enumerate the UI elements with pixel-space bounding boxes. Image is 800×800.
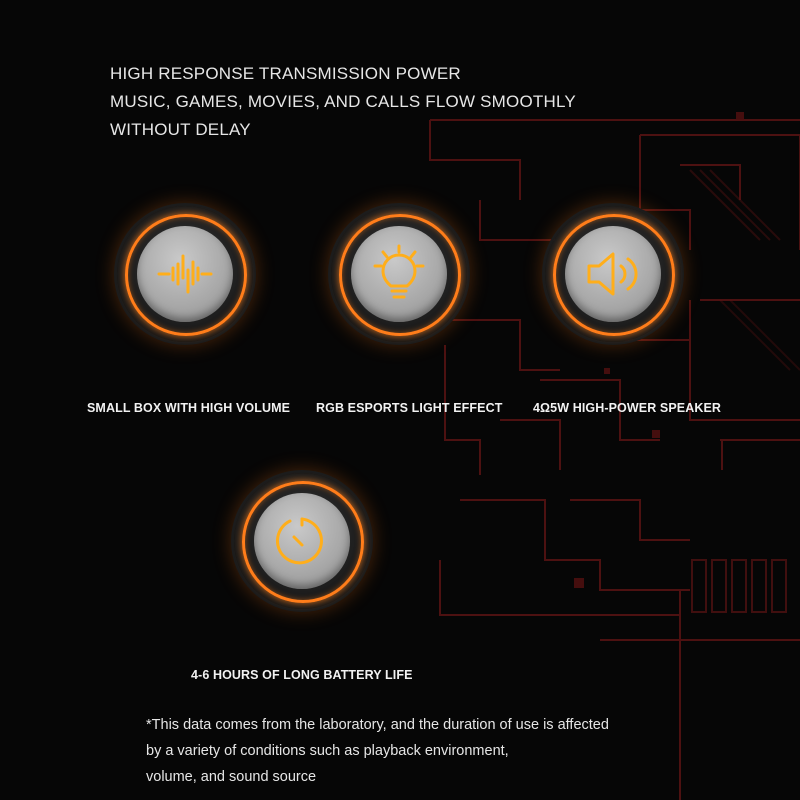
feature-label-volume: SMALL BOX WITH HIGH VOLUME xyxy=(87,401,291,415)
feature-badge-battery xyxy=(234,473,370,609)
speaker-icon xyxy=(583,244,643,304)
headline-line-2: MUSIC, GAMES, MOVIES, AND CALLS FLOW SMOOTHLY xyxy=(110,92,576,111)
feature-label-speaker: 4Ω5W HIGH-POWER SPEAKER xyxy=(533,401,722,415)
feature-badge-volume xyxy=(117,206,253,342)
footnote-line-3: volume, and sound source xyxy=(146,769,317,785)
sound-wave-icon xyxy=(155,244,215,304)
feature-label-battery: 4-6 HOURS OF LONG BATTERY LIFE xyxy=(191,668,413,682)
feature-badge-rgb xyxy=(331,206,467,342)
headline-line-3: WITHOUT DELAY xyxy=(110,120,251,139)
headline xyxy=(110,60,576,144)
footnote-line-2: by a variety of conditions such as playback environment, xyxy=(146,743,509,759)
headline-line-1: HIGH RESPONSE TRANSMISSION POWER xyxy=(110,64,461,83)
footnote-line-1: *This data comes from the laboratory, and the duration of use is affected xyxy=(146,717,609,733)
timer-icon xyxy=(272,511,332,571)
feature-label-rgb: RGB ESPORTS LIGHT EFFECT xyxy=(316,401,503,415)
feature-badge-speaker xyxy=(545,206,681,342)
footnote xyxy=(146,712,609,790)
light-bulb-icon xyxy=(369,244,429,304)
